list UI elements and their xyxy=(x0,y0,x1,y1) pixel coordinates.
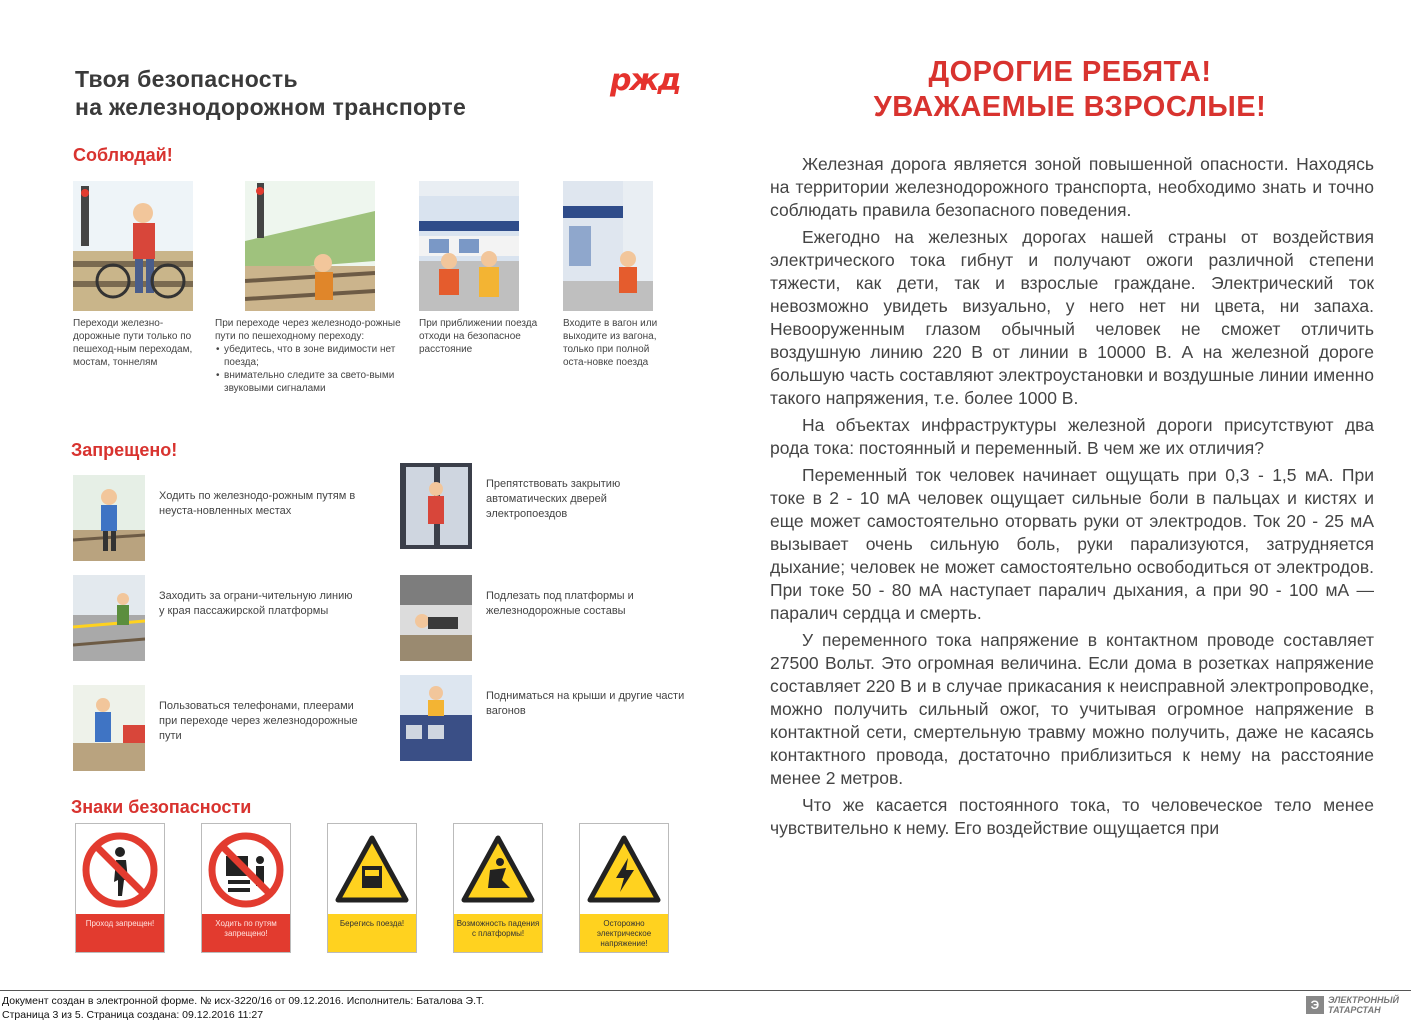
step-illustration-crossing xyxy=(73,181,193,311)
ban-illustration-platform-edge xyxy=(73,575,145,661)
ban-text: Препятствовать закрытию автоматических дверей электропоездов xyxy=(486,478,621,520)
train-warning-icon xyxy=(332,830,412,910)
left-title-line2: на железнодорожном транспорте xyxy=(75,94,467,120)
step-bullet: • убедитесь, что в зоне видимости нет поезда; xyxy=(224,343,410,369)
footer-line2: Страница 3 из 5. Страница создана: 09.12.2016 11:27 xyxy=(2,1009,264,1021)
paragraph: Что же касается постоянного тока, то человеческое тело менее чувствительно к нему. Его воздействие ощущается при xyxy=(770,795,1374,838)
safety-signs xyxy=(75,823,675,953)
rzd-logo: ржд xyxy=(610,63,680,98)
step-illustration-pedestrian-crossing xyxy=(245,181,375,311)
no-pedestrian-icon xyxy=(80,830,160,910)
observe-heading: Соблюдай! xyxy=(73,145,173,165)
step-bullets xyxy=(215,343,410,395)
sign-no-passage xyxy=(75,823,165,953)
ban-illustration-door xyxy=(400,463,472,549)
step-text-main: При переходе через железнодо-рожные пути по пешеходному переходу: xyxy=(215,318,401,342)
ban-text: Пользоваться телефонами, плеерами при переходе через железнодорожные пути xyxy=(159,700,358,742)
left-title-line1: Твоя безопасность xyxy=(75,66,298,92)
ban-text: Заходить за ограни-чительную линию у края пассажирской платформы xyxy=(159,590,353,617)
e-tatarstan-icon: Э xyxy=(1306,996,1324,1014)
ban-illustration-crawling xyxy=(400,575,472,661)
fall-warning-icon xyxy=(458,830,538,910)
right-title-line2: УВАЖАЕМЫЕ ВЗРОСЛЫЕ! xyxy=(873,91,1267,123)
sign-platform-fall xyxy=(453,823,543,953)
step-text: При приближении поезда отходи на безопасное расстояние xyxy=(419,318,538,355)
step-card xyxy=(215,181,410,395)
paragraph: Железная дорога является зоной повышенной опасности. Находясь на территории железнодорожного транспорта, необходимо знать и точно соблюдать правила безопасного поведения. xyxy=(770,154,1374,220)
step-illustration-train-approach xyxy=(419,181,519,311)
step-card xyxy=(419,181,549,356)
left-title xyxy=(75,65,466,121)
signs-heading: Знаки безопасности xyxy=(71,797,252,817)
step-text: Переходи железно-дорожные пути только по пешеход-ным переходам, мостам, тоннелям xyxy=(73,318,193,368)
sign-caption: Ходить по путям запрещено! xyxy=(202,914,290,952)
no-walking-on-tracks-icon xyxy=(206,830,286,910)
footer-logo-line2: ТАТАРСТАН xyxy=(1327,1005,1381,1015)
document-footer xyxy=(0,990,1411,1026)
right-title xyxy=(760,55,1380,125)
forbidden-heading: Запрещено! xyxy=(71,440,178,460)
ban-text: Подниматься на крыши и другие части вагонов xyxy=(486,690,685,717)
ban-illustration-roof xyxy=(400,675,472,761)
step-card xyxy=(563,181,673,369)
step-illustration-boarding xyxy=(563,181,653,311)
left-page xyxy=(55,55,695,975)
step-bullet: • внимательно следите за свето-выми звуковыми сигналами xyxy=(224,369,410,395)
paragraph: На объектах инфраструктуры железной дороги присутствуют два рода тока: постоянный и переменный. В чем же их отличия? xyxy=(770,415,1374,458)
ban-item xyxy=(73,475,373,565)
step-text: Входите в вагон или выходите из вагона, только при полной оста-новке поезда xyxy=(563,318,658,368)
ban-item xyxy=(73,575,373,665)
sign-caption: Осторожно электрическое напряжение! xyxy=(580,914,668,952)
footer-logo-line1: ЭЛЕКТРОННЫЙ xyxy=(1327,995,1399,1005)
ban-item xyxy=(400,675,700,765)
ban-item xyxy=(400,575,700,665)
paragraph: У переменного тока напряжение в контактном проводе составляет 27500 Вольт. Это огромная величина. Если дома в розетках напряжение составляет 220 В и в случае прикасания к неисправной электропроводке, можно получить сильный ожог, то учитывая огромное напряжение в контактной сети, смертельную травму можно получить, даже не касаясь контактного провода, достаточно приблизиться к нему на расстояние менее 2 метров. xyxy=(770,630,1374,788)
sign-caption: Возможность падения с платформы! xyxy=(454,914,542,952)
ban-text: Подлезать под платформы и железнодорожные составы xyxy=(486,590,634,617)
sign-electric-voltage xyxy=(579,823,669,953)
e-tatarstan-logo xyxy=(1310,995,1399,1015)
paragraph: Переменный ток человек начинает ощущать при 0,3 - 1,5 мА. При токе в 2 - 10 мА человек ощущает сильные боли в пальцах и кистях и еще может самостоятельно оторвать руки от электродов. Ток 20 - 25 мА вызывает очень сильную боль, руки парализуются, затрудняется дыхание; человек не может самостоятельно освободиться от электродов. При токе 50 - 80 мА наступает паралич дыхания, а при 90 - 100 мА — паралич сердца и смерть. xyxy=(770,465,1374,623)
paragraph: Ежегодно на железных дорогах нашей страны от воздействия электрического тока гибнут и получают ожоги различной степени тяжести, как дети, так и взрослые граждане. Электрический ток невозможно увидеть визуально, у него нет ни цвета, ни запаха. Невооруженным глазом обычный человек не сможет отличить воздушную линию 220 В от линии в 10000 В. А на железной дороге большую часть составляют электроустановки и воздушные линии именно такого напряжения, т.е. более 1000 В. xyxy=(770,227,1374,408)
sign-no-walking-tracks xyxy=(201,823,291,953)
sign-caption: Берегись поезда! xyxy=(328,914,416,952)
high-voltage-icon xyxy=(584,830,664,910)
article-body xyxy=(770,153,1374,844)
sign-caption: Проход запрещен! xyxy=(76,914,164,952)
step-card xyxy=(73,181,193,369)
ban-illustration-walking-on-tracks xyxy=(73,475,145,561)
right-page xyxy=(760,55,1380,975)
footer-line1: Документ создан в электронной форме. № исх-3220/16 от 09.12.2016. Исполнитель: Баталова Э.Т. xyxy=(2,995,485,1007)
ban-illustration-phone xyxy=(73,685,145,771)
step-text xyxy=(215,317,410,395)
right-title-line1: ДОРОГИЕ РЕБЯТА! xyxy=(928,56,1212,88)
ban-item xyxy=(73,685,373,775)
ban-text: Ходить по железнодо-рожным путям в неуста-новленных местах xyxy=(159,490,356,517)
sign-beware-train xyxy=(327,823,417,953)
ban-item xyxy=(400,463,700,553)
